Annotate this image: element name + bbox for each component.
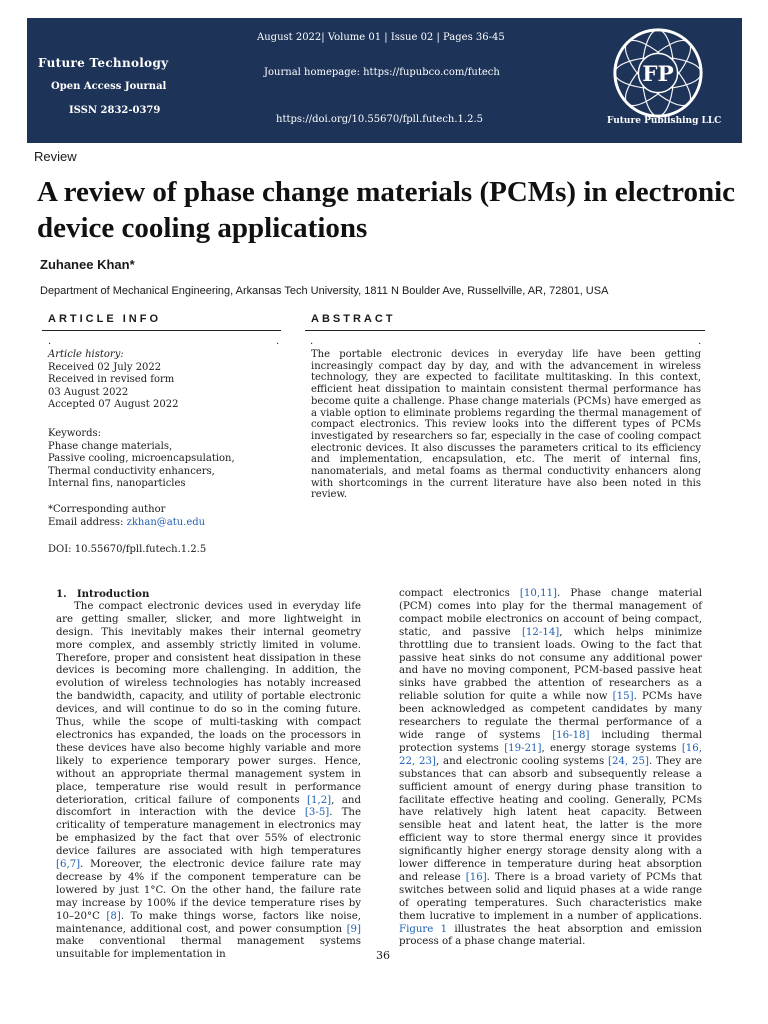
keywords-label: Keywords: — [48, 428, 102, 439]
keyword: Thermal conductivity enhancers, — [48, 465, 215, 477]
citation-link[interactable]: [16] — [465, 871, 487, 883]
affiliation: Department of Mechanical Engineering, Arkansas Tech University, 1811 N Boulder Ave, Russellville, AR, 72801, USA — [40, 285, 609, 297]
section-heading-introduction: 1. Introduction — [56, 588, 150, 600]
citation-link[interactable]: [8] — [106, 910, 121, 922]
abstract-text: The portable electronic devices in everyday life have been getting increasingly compact day by day, and with the advancement in wireless technology, they are expected to facilitate multitasking. In this context, efficient heat dissipation to maintain consistent thermal performance has become quite a challenge. Phase change materials (PCMs) have emerged as a viable option to eliminate problems regarding the thermal management of compact electronics. This review looks into the different types of PCMs investigated by researchers so far, especially in the case of cooling compact electronic devices. It also discusses the parameters critical to its efficiency and implementation, encapsulation, etc. The merit of internal fins, nanomaterials, and metal foams as thermal conductivity enhancers along with shortcomings in the current literature have also been noted in this review. — [311, 349, 701, 501]
journal-name: Future Technology — [38, 56, 169, 70]
citation-link[interactable]: [3-5] — [304, 807, 330, 819]
article-info-heading: ARTICLE INFO — [48, 313, 161, 325]
citation-link[interactable]: Figure 1 — [399, 923, 448, 935]
citation-link[interactable]: [16, 22, 23] — [399, 742, 702, 767]
history-line: Received 02 July 2022 — [48, 361, 162, 373]
citation-link[interactable]: [16-18] — [552, 729, 590, 741]
author: Zuhanee Khan* — [40, 257, 135, 272]
body-text: . They are substances that can absorb and subsequently release a sufficient amount of energy during phase transition to facilitate effective heating and cooling. Generally, PCMs have relatively high latent heat capacity. Between sensible heat and latent heat, the latter is the more efficient way to store thermal energy since it provides significantly higher energy storage density along with a lower difference in temperature during heat absorption and release — [399, 755, 702, 883]
journal-homepage[interactable]: Journal homepage: https://fupubco.com/futech — [264, 67, 500, 78]
body-text: , and discomfort in interaction with the device — [56, 794, 362, 819]
history-line: Received in revised form — [48, 374, 175, 386]
body-text: , energy storage systems — [541, 742, 682, 754]
citation-link[interactable]: [9] — [346, 923, 361, 935]
issn: ISSN 2832-0379 — [69, 105, 161, 116]
journal-banner — [27, 18, 742, 143]
open-access-label: Open Access Journal — [51, 81, 167, 92]
body-text: including thermal protection systems — [399, 729, 703, 754]
citation-link[interactable]: [10,11] — [519, 588, 558, 599]
abstract-rule — [305, 330, 705, 331]
body-text: . There is a broad variety of PCMs that switches between solid and liquid phases at a wide range of operating temperatures. Such characteristics make them lucrative to implement in a number of applications. — [399, 871, 703, 922]
logo-letters: FP — [642, 61, 674, 87]
body-column-1 — [56, 588, 361, 962]
body-text: compact electronics — [399, 588, 520, 599]
divider-dot: . — [698, 336, 702, 347]
keyword: Internal fins, nanoparticles — [48, 478, 186, 490]
body-text: , and electronic cooling systems — [435, 755, 609, 767]
email-line — [48, 517, 278, 530]
body-text: The compact electronic devices used in everyday life are getting smaller, slicker, and more lightweight in design. This inevitably makes their internal geometry more complex, and assembly strictly limited in volume. Therefore, proper and consistent heat dissipation in these devices is becoming more challenging. In addition, the evolution of wireless technologies has notably increased the bandwidth, capacity, and utility of portable electronic devices, and will continue to do so in the coming future. Thus, while the scope of multi-tasking with compact electronics has expanded, the loads on the processors in these devices have also become highly variable and more likely to experience temporary power surges. Hence, without an appropriate thermal management system in place, temperature rise would result in performance deterioration, critical failure of components — [56, 600, 361, 806]
email-link[interactable]: zkhan@atu.edu — [126, 516, 206, 528]
body-column-2 — [399, 588, 702, 949]
page-number: 36 — [376, 949, 390, 962]
abstract-heading: ABSTRACT — [311, 313, 396, 325]
body-text: , which helps minimize throttling due to transient loads. Owing to the fact that passive heat sinks do not consume any additional power and have no moving component, PCM-based passive heat sinks have grabbed the attention of researchers as a reliable solution for quite a while now — [399, 626, 702, 703]
corresponding-label: *Corresponding author — [48, 504, 166, 515]
keywords — [48, 428, 278, 491]
email-label: Email address: — [48, 516, 127, 528]
doi-link[interactable]: https://doi.org/10.55670/fpll.futech.1.2.5 — [276, 114, 483, 125]
divider-dot: . — [310, 336, 314, 347]
citation-link[interactable]: [12-14] — [521, 626, 560, 638]
body-text: . PCMs have been acknowledged as competent candidates by many researchers to regulate the thermal performance of a wide range of systems — [399, 691, 702, 741]
article-doi: DOI: 10.55670/fpll.futech.1.2.5 — [48, 544, 207, 555]
citation-link[interactable]: [6,7] — [56, 859, 81, 871]
divider-dot: . — [48, 336, 52, 347]
citation-link[interactable]: [1,2] — [307, 794, 332, 806]
body-text: . The criticality of temperature management in electronics may be emphasized by the fact that over 55% of electronic device failures are associated with high temperatures — [56, 807, 361, 858]
body-paragraph — [56, 601, 361, 962]
info-rule — [42, 330, 281, 331]
citation-link[interactable]: [15] — [612, 691, 634, 703]
article-title: A review of phase change materials (PCMs) in electronic device cooling applications — [37, 176, 736, 244]
keyword: Phase change materials, — [48, 440, 173, 452]
article-type: Review — [34, 149, 77, 164]
publisher-logo-icon — [609, 24, 707, 122]
article-history — [48, 349, 278, 412]
body-text: . To make things worse, factors like noise, maintenance, additional cost, and power consumption — [56, 910, 361, 935]
body-text: . Moreover, the electronic device failure rate may decrease by 4% if the component temperature can be lowered by just 1°C. On the other hand, the failure rate may increase by 100% if the device temperature rises by 10–20°C — [56, 859, 361, 922]
corresponding-author — [48, 504, 278, 529]
citation-link[interactable]: [19-21] — [504, 742, 542, 754]
keyword: Passive cooling, microencapsulation, — [48, 453, 235, 465]
history-line: 03 August 2022 — [48, 386, 129, 398]
divider-dot: . — [276, 336, 280, 347]
body-text: illustrates the heat absorption and emission process of a phase change material. — [399, 923, 702, 948]
citation-link[interactable]: [24, 25] — [608, 755, 649, 767]
issue-meta: August 2022| Volume 01 | Issue 02 | Pages 36-45 — [257, 32, 505, 43]
history-line: Accepted 07 August 2022 — [48, 399, 179, 411]
publisher-name: Future Publishing LLC — [607, 116, 722, 126]
history-label: Article history: — [48, 349, 124, 360]
body-text: make conventional thermal management systems unsuitable for implementation in — [56, 936, 361, 961]
body-text: . Phase change material (PCM) comes into play for the thermal management of compact mobile electronics on account of being compact, static, and passive — [399, 588, 702, 638]
body-paragraph — [399, 588, 702, 949]
